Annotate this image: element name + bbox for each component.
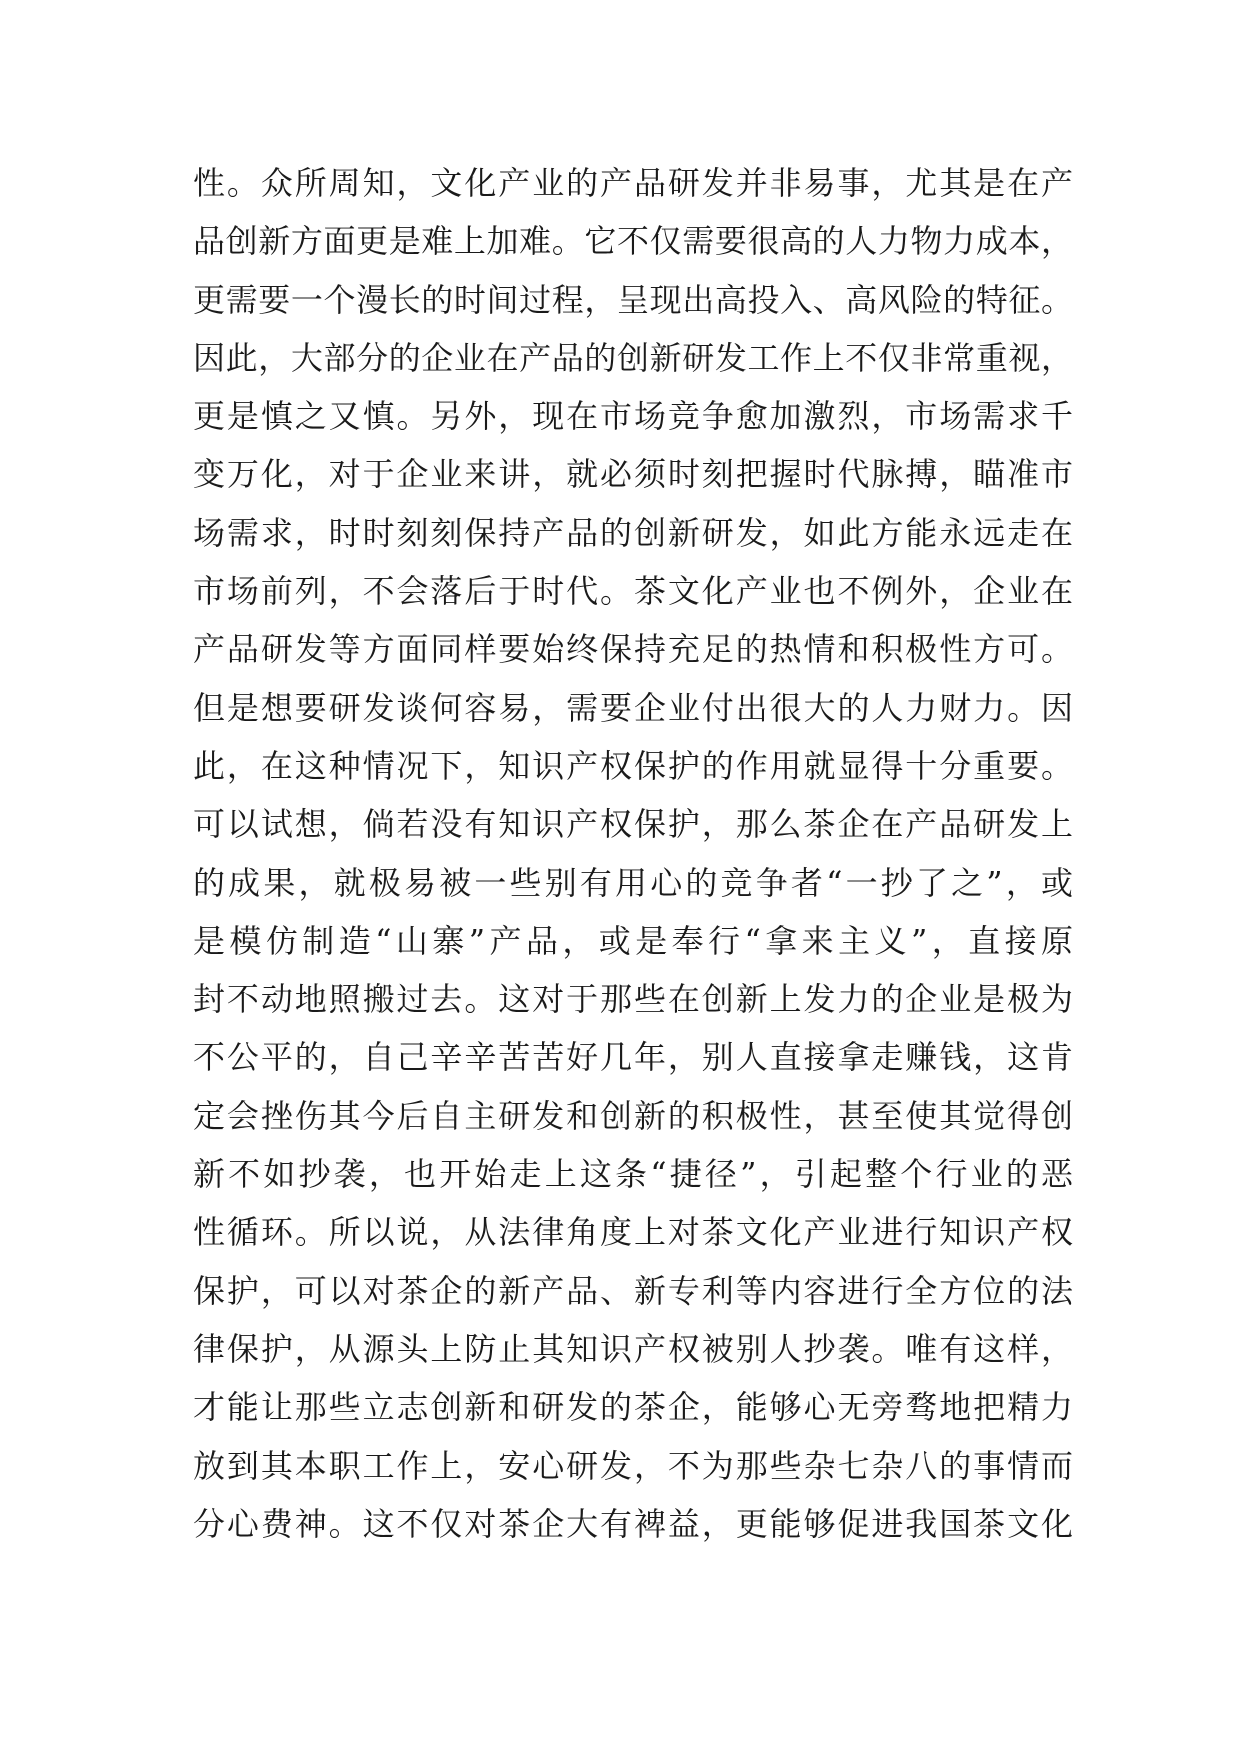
text-line-5: 更是慎之又慎。另外，现在市场竞争愈加激烈，市场需求千 (193, 397, 1073, 436)
text-line-16: 不公平的，自己辛辛苦苦好几年，别人直接拿走赚钱，这肯 (193, 1038, 1073, 1077)
text-line-22: 才能让那些立志创新和研发的茶企，能够心无旁骛地把精力 (193, 1388, 1073, 1427)
text-line-17: 定会挫伤其今后自主研发和创新的积极性，甚至使其觉得创 (193, 1096, 1073, 1135)
text-line-12: 可以试想，倘若没有知识产权保护，那么茶企在产品研发上 (193, 805, 1073, 844)
text-line-21: 律保护，从源头上防止其知识产权被别人抄袭。唯有这样， (193, 1329, 1073, 1368)
text-line-8: 市场前列，不会落后于时代。茶文化产业也不例外，企业在 (193, 572, 1073, 611)
text-line-19: 性循环。所以说，从法律角度上对茶文化产业进行知识产权 (193, 1213, 1073, 1252)
text-line-11: 此，在这种情况下，知识产权保护的作用就显得十分重要。 (193, 746, 1073, 785)
text-line-1: 性。众所周知，文化产业的产品研发并非易事，尤其是在产 (193, 164, 1073, 202)
text-line-15: 封不动地照搬过去。这对于那些在创新上发力的企业是极为 (193, 980, 1073, 1019)
text-line-3: 更需要一个漫长的时间过程，呈现出高投入、高风险的特征。 (193, 280, 1073, 319)
text-line-13: 的成果，就极易被一些别有用心的竞争者“一抄了之”，或 (193, 863, 1073, 902)
text-line-10: 但是想要研发谈何容易，需要企业付出很大的人力财力。因 (193, 688, 1073, 727)
text-line-4: 因此，大部分的企业在产品的创新研发工作上不仅非常重视， (193, 338, 1073, 377)
text-line-7: 场需求，时时刻刻保持产品的创新研发，如此方能永远走在 (193, 513, 1073, 552)
text-line-23: 放到其本职工作上，安心研发，不为那些杂七杂八的事情而 (193, 1446, 1073, 1485)
text-line-14: 是模仿制造“山寨”产品，或是奉行“拿来主义”，直接原 (193, 921, 1073, 960)
text-line-9: 产品研发等方面同样要始终保持充足的热情和积极性方可。 (193, 630, 1073, 669)
text-line-18: 新不如抄袭，也开始走上这条“捷径”，引起整个行业的恶 (193, 1155, 1073, 1194)
text-line-20: 保护，可以对茶企的新产品、新专利等内容进行全方位的法 (193, 1271, 1073, 1310)
text-line-6: 变万化，对于企业来讲，就必须时刻把握时代脉搏，瞄准市 (193, 455, 1073, 494)
text-line-2: 品创新方面更是难上加难。它不仅需要很高的人力物力成本， (193, 222, 1073, 261)
body-text (193, 154, 1073, 1553)
text-line-24: 分心费神。这不仅对茶企大有裨益，更能够促进我国茶文化 (193, 1504, 1073, 1543)
